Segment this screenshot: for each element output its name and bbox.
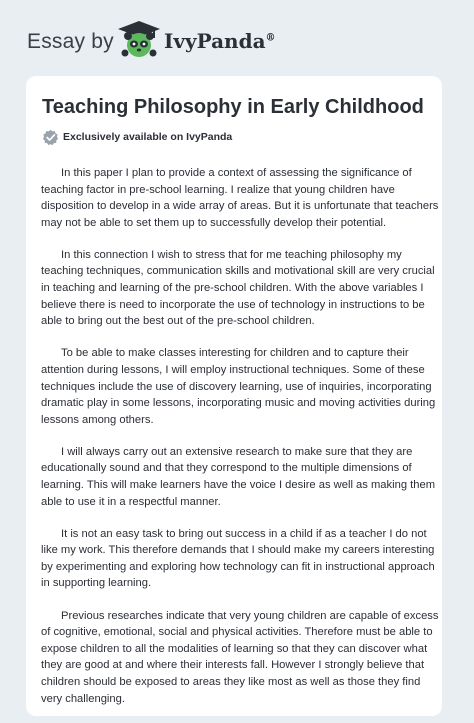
essay-title: Teaching Philosophy in Early Childhood: [42, 96, 424, 118]
brand-name[interactable]: IvyPanda®: [164, 29, 276, 53]
checkmark-badge-icon: [42, 129, 59, 146]
essay-card: [26, 76, 442, 716]
essay-paragraph: Previous researches indicate that very young children are capable of excess of cognitive, emotional, social and physical activities. Therefore must be able to expose children to all the modalities of learning so that they can discover what they are good at and where their interests fall. However I strongly believe that children should be exposed to areas they like most as well as those they find very challenging.: [41, 609, 439, 705]
essay-paragraph: In this connection I wish to stress that for me teaching philosophy my teaching techniques, communication skills and motivational skill are very crucial in teaching and learning of the pre-school children. With the above variables I believe there is need to incorporate the use of technology in instructions to be able to bring out the best out of the pre-school children.: [41, 248, 435, 328]
panda-logo-icon[interactable]: [117, 20, 161, 60]
essay-paragraph: I will always carry out an extensive research to make sure that they are educationally sound and that they correspond to the multiple dimensions of learning. This will make learners have the voice I desire as well as making them able to use it in a respectful manner.: [41, 445, 436, 508]
badge-label: Exclusively available on IvyPanda: [63, 131, 233, 143]
essay-by-label: Essay by: [27, 30, 114, 53]
essay-body: [41, 165, 439, 723]
exclusive-badge: [42, 128, 232, 146]
registered-mark: ®: [265, 32, 276, 44]
essay-paragraph: To be able to make classes interesting for children and to capture their attention during lessons, I will employ instructional techniques. Some of these techniques include the use of discovery learning, use of inquiries, incorporating dramatic play in some lessons, incorporating music and moving activities during lessons among others.: [41, 347, 436, 426]
site-header: [0, 0, 474, 72]
essay-paragraph: It is not an easy task to bring out success in a child if as a teacher I do not like my work. This therefore demands that I should make my careers interesting by experimenting and exploring how technology can fit in instructional approach in supporting learning.: [41, 527, 435, 590]
essay-paragraph: In this paper I plan to provide a context of assessing the significance of teaching factor in pre-school learning. I realize that young children have disposition to develop in a wide array of areas. But it is unfortunate that teachers may not be able to set them up to successfully develop their potential.: [41, 167, 439, 229]
